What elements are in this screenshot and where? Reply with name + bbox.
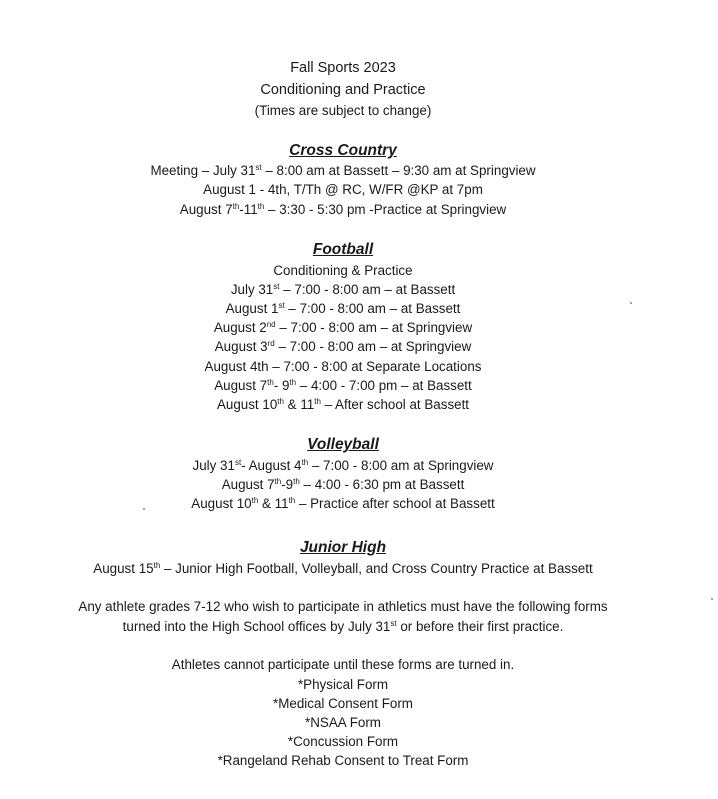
- form-item: *Concussion Form: [287, 734, 399, 749]
- football-line-6: August 7th- 9th – 4:00 - 7:00 pm – at Bassett: [214, 378, 472, 393]
- football-line-3: August 2nd – 7:00 - 8:00 am – at Springview: [213, 320, 473, 335]
- title-line-2: Conditioning and Practice: [260, 82, 426, 98]
- form-item: *NSAA Form: [305, 715, 381, 730]
- volleyball-line-2: August 7th-9th – 4:00 - 6:30 pm at Bassett: [221, 477, 465, 492]
- football-line-2: August 1st – 7:00 - 8:00 am – at Bassett: [225, 301, 461, 316]
- cross-country-line-3: August 7th-11th – 3:30 - 5:30 pm -Practice at Springview: [179, 202, 507, 217]
- form-item: *Medical Consent Form: [273, 696, 413, 711]
- cross-country-heading: Cross Country: [289, 142, 397, 159]
- football-line-1: July 31st – 7:00 - 8:00 am – at Bassett: [230, 282, 456, 297]
- volleyball-line-3: August 10th & 11th – Practice after school at Bassett: [191, 496, 495, 511]
- football-heading: Football: [312, 241, 374, 258]
- form-item: *Rangeland Rehab Consent to Treat Form: [217, 753, 469, 768]
- football-line-5: August 4th – 7:00 - 8:00 at Separate Locations: [204, 359, 482, 374]
- football-subheading: Conditioning & Practice: [273, 263, 413, 278]
- forms-notice-line-2: turned into the High School offices by July 31st or before their first practice.: [122, 619, 564, 634]
- scan-speck: [143, 508, 145, 510]
- junior-high-heading: Junior High: [299, 539, 387, 556]
- junior-high-line-1: August 15th – Junior High Football, Volleyball, and Cross Country Practice at Bassett: [93, 561, 593, 576]
- football-line-7: August 10th & 11th – After school at Bassett: [216, 397, 470, 412]
- forms-notice-line-1: Any athlete grades 7-12 who wish to participate in athletics must have the following forms: [78, 599, 608, 614]
- cross-country-line-1: Meeting – July 31st – 8:00 am at Bassett – 9:30 am at Springview: [150, 163, 536, 178]
- scan-speck: [711, 598, 713, 600]
- scan-speck: [630, 302, 632, 304]
- subtitle: (Times are subject to change): [254, 103, 432, 118]
- cross-country-line-2: August 1 - 4th, T/Th @ RC, W/FR @KP at 7pm: [203, 182, 483, 197]
- title-line-1: Fall Sports 2023: [290, 60, 396, 76]
- forms-requirement-note: Athletes cannot participate until these forms are turned in.: [171, 657, 515, 672]
- football-line-4: August 3rd – 7:00 - 8:00 am – at Springview: [214, 339, 472, 354]
- volleyball-heading: Volleyball: [307, 436, 379, 453]
- form-item: *Physical Form: [297, 677, 389, 692]
- volleyball-line-1: July 31st- August 4th – 7:00 - 8:00 am at Springview: [192, 458, 494, 473]
